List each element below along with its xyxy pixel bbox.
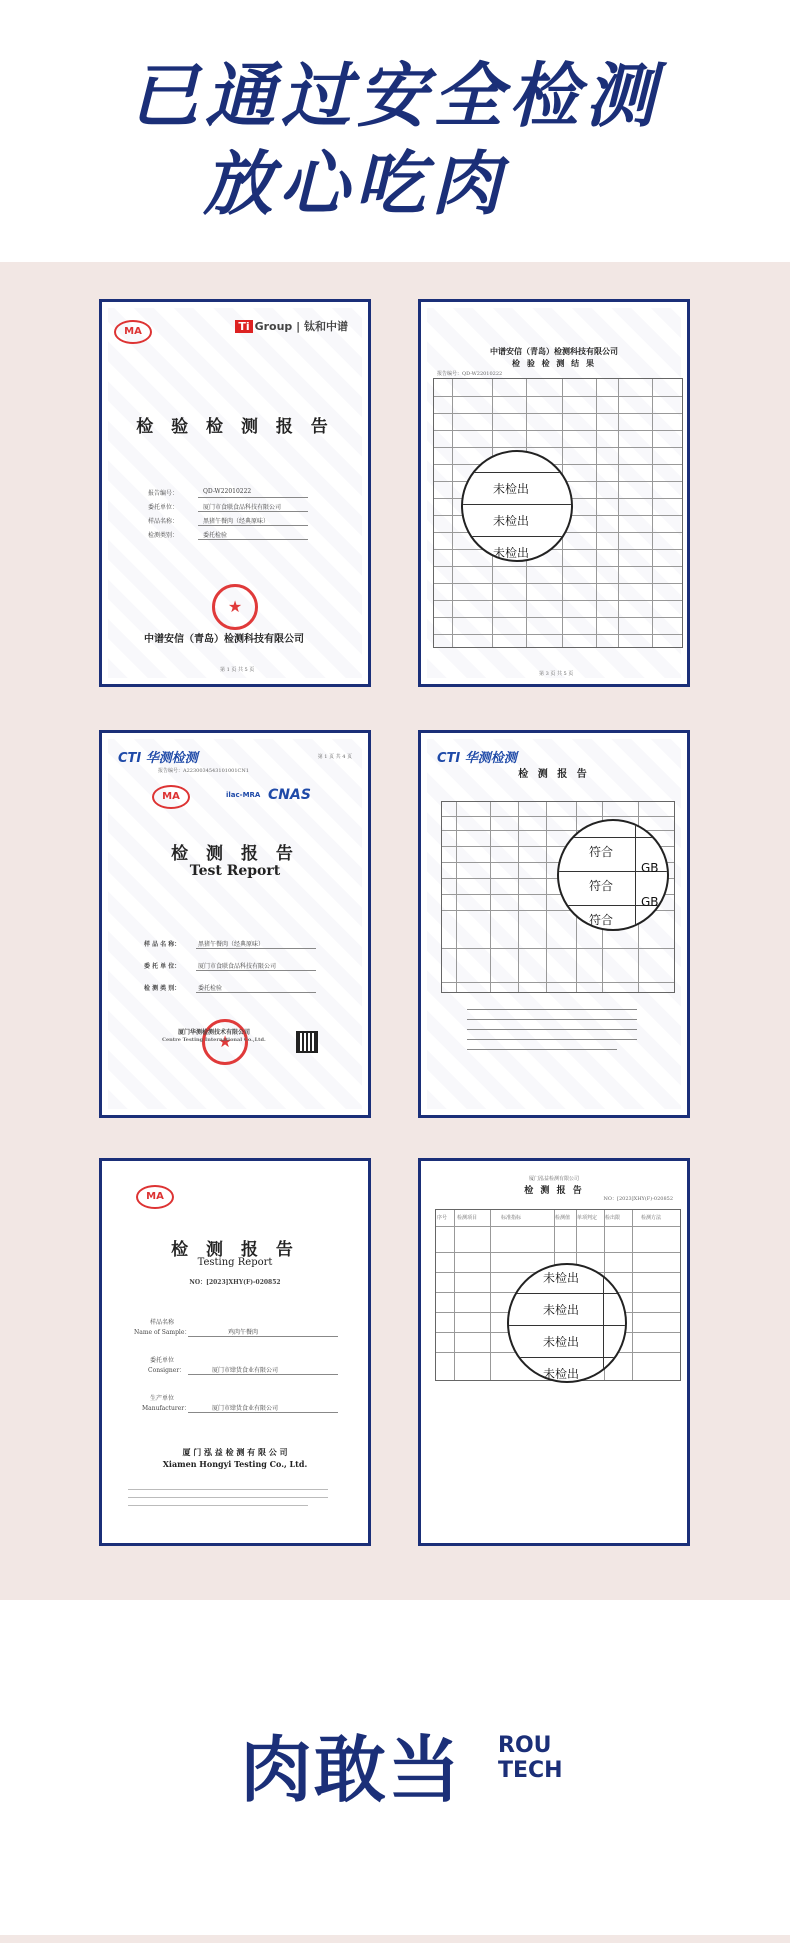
certificate-card-1 bbox=[99, 299, 371, 687]
field-label: 检 测 类 别： bbox=[144, 985, 181, 992]
zoom-cell: 未检出 bbox=[543, 1303, 580, 1317]
field-label: 生产单位 bbox=[150, 1395, 175, 1402]
field-value: 委托检验 bbox=[203, 532, 228, 539]
issuer-company: 中谱安信（青岛）检测科技有限公司 bbox=[490, 346, 618, 356]
headline-line2: 放心吃肉 bbox=[203, 143, 507, 225]
issuer-company-en: Centre Testing International Co.,Ltd. bbox=[162, 1037, 266, 1043]
field-value: 厦门市肆货食业有限公司 bbox=[212, 1367, 279, 1374]
field-label: 样品名称 bbox=[150, 1319, 175, 1326]
report-title: 检 测 报 告 bbox=[171, 1240, 299, 1260]
certificate-card-3 bbox=[99, 730, 371, 1118]
field-value: 鸡肉午餐肉 bbox=[228, 1329, 259, 1336]
zoom-cell: 未检出 bbox=[543, 1367, 580, 1381]
zoom-cell: 未检出 bbox=[493, 514, 530, 528]
zoom-cell: GB bbox=[641, 861, 659, 875]
table-header: 检出限 bbox=[605, 1215, 621, 1221]
results-title: 检 验 检 测 结 果 bbox=[512, 358, 596, 368]
zoom-cell: 未检出 bbox=[543, 1271, 580, 1285]
cma-mark: MA bbox=[136, 1185, 174, 1209]
field-label: 报告编号： bbox=[148, 490, 179, 497]
field-value: 厦门市肆货食业有限公司 bbox=[212, 1405, 279, 1412]
field-label: 委托单位： bbox=[148, 504, 179, 511]
certificate-card-2 bbox=[418, 299, 690, 687]
report-title: 检 测 报 告 bbox=[524, 1186, 584, 1196]
official-seal bbox=[212, 584, 258, 630]
cti-logo: CTI 华测检测 bbox=[118, 751, 198, 766]
issuer-company-en: Xiamen Hongyi Testing Co., Ltd. bbox=[162, 1459, 308, 1469]
table-header: 单项判定 bbox=[577, 1215, 598, 1221]
zoom-magnifier bbox=[507, 1263, 627, 1383]
field-label: 委托单位 bbox=[150, 1357, 175, 1364]
cti-logo: CTI 华测检测 bbox=[437, 751, 517, 766]
cma-mark: MA bbox=[114, 320, 152, 344]
certificate-card-5 bbox=[99, 1158, 371, 1546]
field-value: 厦门市食联食品科技有限公司 bbox=[198, 963, 277, 970]
table-header: 序号 bbox=[437, 1215, 448, 1221]
zoom-magnifier bbox=[557, 819, 669, 931]
brand-logo: 肉敢当 bbox=[240, 1728, 463, 1812]
zoom-cell: 符合 bbox=[589, 879, 614, 893]
zoom-cell: 未检出 bbox=[493, 546, 530, 560]
field-label: 检测类别： bbox=[148, 532, 179, 539]
report-number: NO：[2023]XHY(F)-020852 bbox=[603, 1196, 673, 1202]
zoom-magnifier bbox=[461, 450, 573, 562]
field-label-en: Consigner： bbox=[148, 1367, 186, 1374]
zoom-cell: GB bbox=[641, 895, 659, 909]
bottom-strip bbox=[0, 1935, 790, 1943]
field-label: 样品名称： bbox=[148, 518, 179, 525]
field-label: 委 托 单 位： bbox=[144, 963, 181, 970]
cnas-logo: CNAS bbox=[268, 787, 311, 803]
field-value: 委托检验 bbox=[198, 985, 223, 992]
field-label-en: Name of Sample： bbox=[134, 1329, 191, 1336]
brand-logo-en: ROU TECH bbox=[498, 1733, 563, 1783]
qr-code bbox=[296, 1031, 318, 1053]
table-header: 标准指标 bbox=[501, 1215, 522, 1221]
field-label-en: Manufacturer： bbox=[142, 1405, 191, 1412]
certificate-card-4 bbox=[418, 730, 690, 1118]
issuer-company: 中谱安信（青岛）检测科技有限公司 bbox=[144, 634, 304, 645]
field-value: 黑猪午餐肉（经典原味） bbox=[198, 941, 265, 948]
table-header: 检测项目 bbox=[457, 1215, 478, 1221]
report-number: 报告编号：A2230034543101001CN1 bbox=[158, 768, 249, 774]
zoom-cell: 未检出 bbox=[543, 1335, 580, 1349]
cma-mark: MA bbox=[152, 785, 190, 809]
page-number: 第 1 页 共 5 页 bbox=[220, 667, 255, 673]
field-value: 黑猪午餐肉（经典原味） bbox=[203, 518, 270, 525]
field-label: 样 品 名 称： bbox=[144, 941, 181, 948]
table-header: 检测值 bbox=[555, 1215, 571, 1221]
ilac-logo: ilac-MRA bbox=[226, 791, 261, 799]
report-title: 检 测 报 告 bbox=[518, 769, 590, 780]
issuer-company: 厦 门 泓 益 检 测 有 限 公 司 bbox=[182, 1447, 288, 1457]
report-title: 检 测 报 告 bbox=[171, 844, 299, 864]
report-title: 检 验 检 测 报 告 bbox=[136, 417, 334, 437]
zoom-cell: 未检出 bbox=[493, 482, 530, 496]
report-number: 报告编号：QD-W22010222 bbox=[437, 371, 503, 377]
certificate-card-6 bbox=[418, 1158, 690, 1546]
issuer-company: 厦门泓益检测有限公司 bbox=[528, 1176, 579, 1182]
issuer-company: 厦门华测检测技术有限公司 bbox=[178, 1029, 251, 1036]
zoom-cell: 符合 bbox=[589, 913, 614, 927]
report-number: NO：[2023]XHY(F)-020852 bbox=[189, 1279, 281, 1286]
page-number: 第 1 页 共 4 页 bbox=[317, 754, 352, 760]
table-header: 检测方法 bbox=[641, 1215, 662, 1221]
tigroup-logo: Ti Group | 钛和中谱 bbox=[235, 318, 348, 334]
report-title-en: Test Report bbox=[189, 863, 281, 879]
field-value: QD-W22010222 bbox=[203, 488, 252, 495]
zoom-cell: 符合 bbox=[589, 845, 614, 859]
field-value: 厦门市食联食品科技有限公司 bbox=[203, 504, 282, 511]
report-title-en: Testing Report bbox=[197, 1257, 273, 1268]
page-number: 第 3 页 共 5 页 bbox=[539, 671, 574, 677]
headline-line1: 已通过安全检测 bbox=[129, 55, 661, 137]
